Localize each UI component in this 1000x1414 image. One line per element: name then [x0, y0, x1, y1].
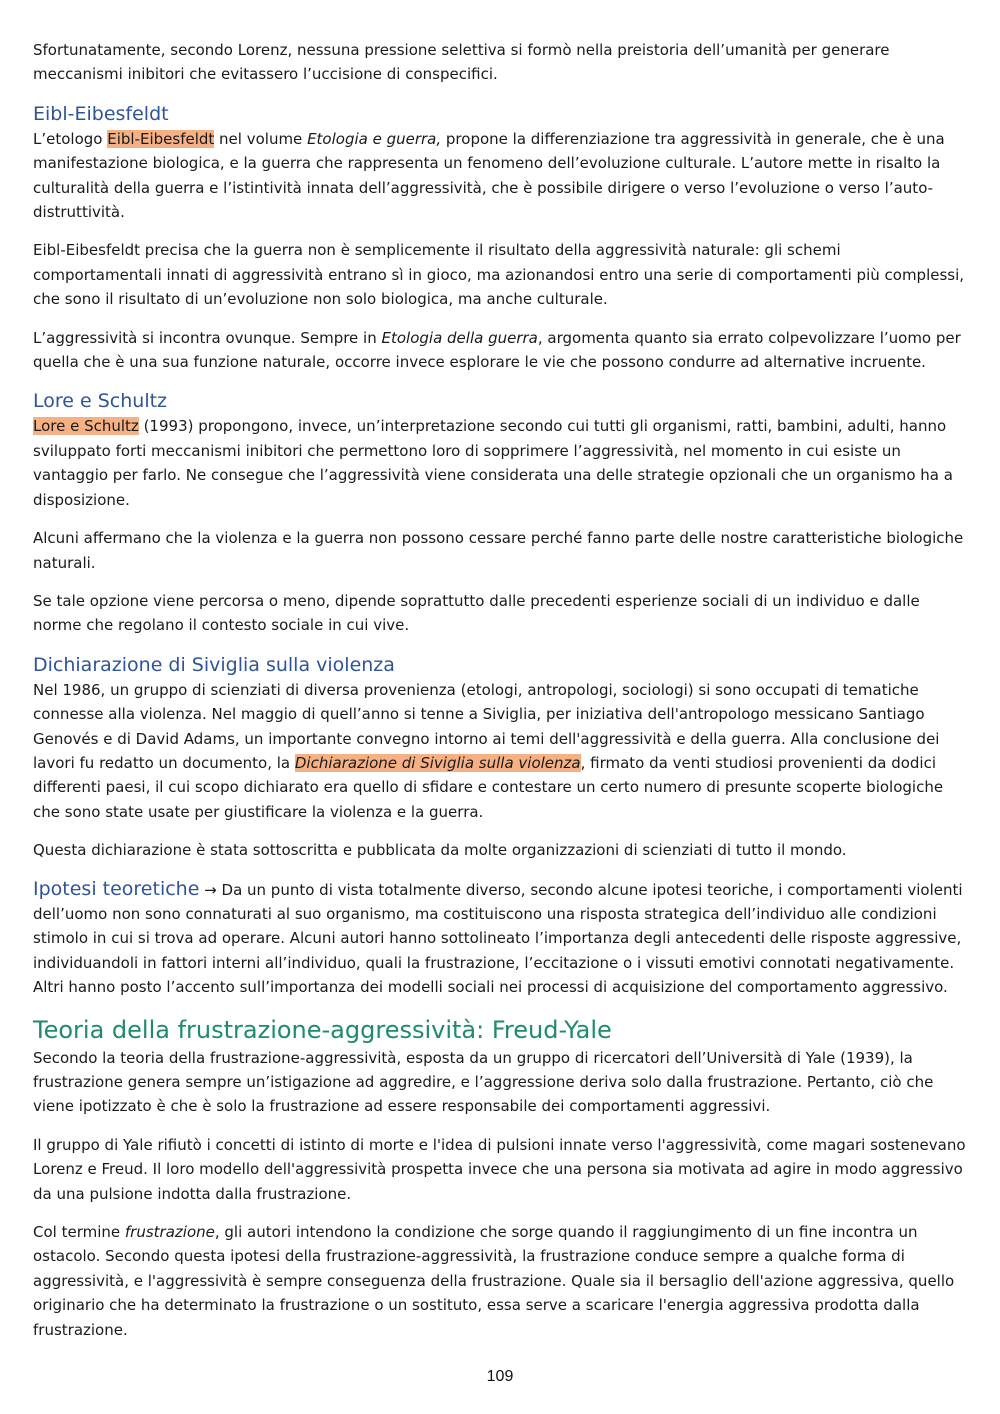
section-heading-ipotesi: Ipotesi teoretiche — [33, 877, 200, 900]
arrow-icon: → — [199, 880, 222, 899]
text-run: Nel 1986, un gruppo di scienziati di diversa provenienza (etologi, antropologi, sociologi) si sono occupati di tematiche connesse alla violenza. Nel maggio di quell’anno si tenne a Siviglia, per iniziativa dell'antropologo messicano Santiago Genovés e di David Adams, un importante convegno intorno ai temi dell'aggressività e della guerra. Alla conclusione dei lavori fu redatto un documento, la — [33, 680, 940, 772]
ipotesi-paragraph — [33, 877, 967, 1000]
book-title: Etologia e guerra, — [307, 129, 442, 148]
text-run: (1993) propongono, invece, un’interpretazione secondo cui tutti gli organismi, ratti, bambini, adulti, hanno sviluppato forti meccanismi inibitori che permettono loro di sopprimere l’aggressività, nel momento in cui esiste un vantaggio per farlo. Ne consegue che l’aggressività viene considerata una delle strategie opzionali che un organismo ha a disposizione. — [33, 417, 953, 509]
eibl-paragraph-1 — [33, 127, 967, 225]
page-number: 109 — [486, 1368, 514, 1385]
eibl-paragraph-2: Eibl-Eibesfeldt precisa che la guerra non è semplicemente il risultato della aggressività naturale: gli schemi comportamentali innati di aggressività entrano sì in gioco, ma azionandosi entro una serie di comportamenti più complessi, che sono il risultato di un’evoluzione non solo biologica, ma anche culturale. — [33, 241, 965, 309]
section-heading-lore: Lore e Schultz — [33, 390, 168, 413]
text-run: propone la differenziazione tra aggressività in generale, che è una manifestazione biologica, e la guerra che rappresenta un fenomeno dell’evoluzione culturale. L’autore mette in risalto la culturalità della guerra e l’istintività innata dell’aggressività, che è possibile dirigere o verso l’evoluzione o verso l’auto-distruttività. — [33, 129, 945, 222]
book-title: Etologia della guerra — [381, 328, 538, 347]
emphasized-term: frustrazione — [124, 1223, 215, 1242]
lore-paragraph-1 — [33, 414, 967, 512]
eibl-paragraph-3 — [33, 326, 967, 375]
highlighted-term: Dichiarazione di Siviglia sulla violenza — [294, 753, 581, 772]
text-run: , firmato da venti studiosi provenienti da dodici differenti paesi, il cui scopo dichiarato era quello di sfidare e contestare un certo numero di presunte scoperte biologiche che sono state usate per giustificare la violenza e la guerra. — [33, 753, 944, 821]
intro-paragraph: Sfortunatamente, secondo Lorenz, nessuna pressione selettiva si formò nella preistoria dell’umanità per generare meccanismi inibitori che evitassero l’uccisione di conspecifici. — [33, 41, 890, 84]
text-run: nel volume — [214, 129, 308, 148]
highlighted-term: Eibl-Eibesfeldt — [107, 129, 215, 148]
section-heading-siviglia: Dichiarazione di Siviglia sulla violenza — [33, 653, 395, 676]
freud-yale-paragraph-1: Secondo la teoria della frustrazione-aggressività, esposta da un gruppo di ricercatori dell’Università di Yale (1939), la frustrazione genera sempre un’istigazione ad aggredire, e l’aggressione deriva solo dalla frustrazione. Pertanto, ciò che viene ipotizzato è che è solo la frustrazione ad essere responsabile dei comportamenti aggressivi. — [33, 1048, 934, 1116]
freud-yale-paragraph-3 — [33, 1220, 967, 1342]
text-run: L’aggressività si incontra ovunque. Sempre in — [33, 328, 382, 347]
chapter-heading-freud-yale: Teoria della frustrazione-aggressività: Freud-Yale — [33, 1015, 612, 1044]
freud-yale-paragraph-2: Il gruppo di Yale rifiutò i concetti di istinto di morte e l'idea di pulsioni innate verso l'aggressività, come magari sostenevano Lorenz e Freud. Il loro modello dell'aggressività prospetta invece che una persona sia motivata ad agire in modo aggressivo da una pulsione indotta dalla frustrazione. — [33, 1135, 966, 1203]
text-run: L’etologo — [33, 129, 108, 148]
highlighted-term: Lore e Schultz — [33, 417, 139, 436]
siviglia-paragraph-1 — [33, 678, 967, 824]
text-run: , gli autori intendono la condizione che sorge quando il raggiungimento di un fine incontra un ostacolo. Secondo questa ipotesi della frustrazione-aggressività, la frustrazione conduce sempre a qualche forma di aggressività, e l'aggressività è sempre conseguenza della frustrazione. Quale sia il bersaglio dell'azione aggressiva, quello originario che ha determinato la frustrazione o un sostituto, essa serve a scaricare l'energia aggressiva prodotta dalla frustrazione. — [33, 1223, 955, 1339]
siviglia-paragraph-2: Questa dichiarazione è stata sottoscritta e pubblicata da molte organizzazioni di scienziati di tutto il mondo. — [33, 841, 847, 860]
lore-paragraph-2: Alcuni affermano che la violenza e la guerra non possono cessare perché fanno parte delle nostre caratteristiche biologiche naturali. — [33, 529, 964, 572]
text-run: , argomenta quanto sia errato colpevolizzare l’uomo per quella che è una sua funzione naturale, occorre invece esplorare le vie che possono condurre ad alternative incruente. — [33, 328, 961, 372]
lore-paragraph-3: Se tale opzione viene percorsa o meno, dipende soprattutto dalle precedenti esperienze sociali di un individuo e dalle norme che regolano il contesto sociale in cui vive. — [33, 591, 920, 635]
document-page — [33, 38, 967, 1356]
text-run: Da un punto di vista totalmente diverso, secondo alcune ipotesi teoriche, i comportamenti violenti dell’uomo non sono connaturati al suo organismo, ma costituiscono una risposta strategica dell’individuo alle condizioni stimolo in cui si trova ad operare. Alcuni autori hanno sottolineato l’importanza degli antecedenti delle risposte aggressive, individuandoli in fattori interni all’individuo, quali la frustrazione, l’eccitazione o i vissuti emotivi connotati negativamente. Altri hanno posto l’accento sull’importanza dei modelli sociali nei processi di acquisizione del comportamento aggressivo. — [33, 880, 963, 997]
text-run: Col termine — [33, 1223, 125, 1242]
section-heading-eibl: Eibl-Eibesfeldt — [33, 102, 169, 125]
